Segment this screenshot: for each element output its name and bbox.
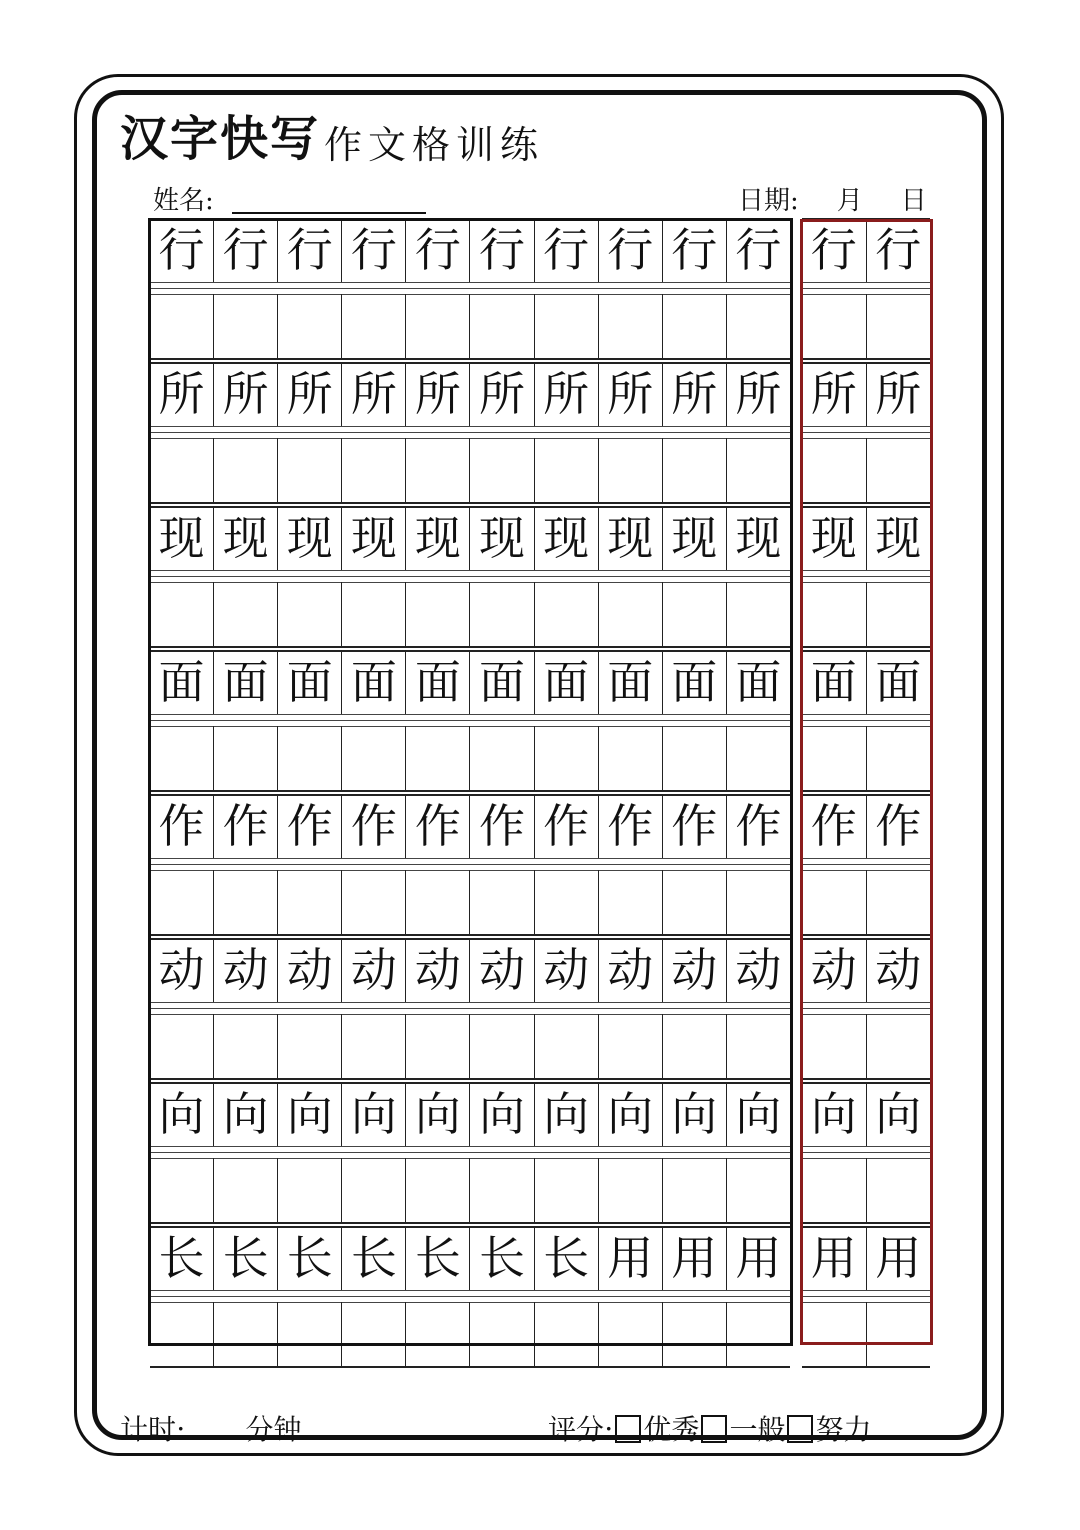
practice-row	[802, 794, 930, 938]
practice-cell[interactable]	[802, 1302, 866, 1366]
model-char-cell: 所	[726, 362, 790, 426]
practice-row	[802, 506, 930, 650]
model-char-cell: 现	[213, 506, 277, 570]
grid-rule	[150, 646, 790, 648]
title-main: 汉字快写	[120, 111, 321, 167]
model-char-cell: 行	[213, 218, 277, 282]
practice-cell[interactable]	[866, 1302, 931, 1366]
grid-rule	[802, 1008, 930, 1009]
practice-cell[interactable]	[405, 870, 469, 934]
model-char-cell: 作	[662, 794, 726, 858]
grid-rule	[802, 714, 930, 715]
option-excellent: 优秀	[643, 1413, 700, 1446]
model-char-cell: 向	[866, 1082, 931, 1146]
practice-cell[interactable]	[405, 294, 469, 358]
model-char-cell: 现	[662, 506, 726, 570]
grid-rule	[150, 1078, 790, 1080]
practice-cell[interactable]	[726, 438, 790, 502]
model-char-cell: 面	[726, 650, 790, 714]
grid-rule	[802, 1002, 930, 1003]
model-char-cell: 向	[469, 1082, 533, 1146]
model-char-cell: 作	[341, 794, 405, 858]
day-label: 日	[900, 186, 927, 216]
grid-rule	[802, 502, 930, 504]
model-char-cell: 用	[662, 1226, 726, 1290]
grid-rule	[150, 1290, 790, 1291]
practice-cell[interactable]	[598, 438, 662, 502]
practice-cell[interactable]	[150, 870, 213, 934]
practice-row	[150, 1226, 790, 1370]
model-char-cell: 行	[598, 218, 662, 282]
practice-cell[interactable]	[726, 1158, 790, 1222]
practice-cell[interactable]	[469, 582, 533, 646]
grid-rule	[150, 858, 790, 859]
practice-cell[interactable]	[726, 582, 790, 646]
practice-cell[interactable]	[534, 1014, 598, 1078]
checkbox-excellent[interactable]	[615, 1415, 641, 1443]
practice-cell[interactable]	[598, 582, 662, 646]
practice-cell[interactable]	[213, 1158, 277, 1222]
practice-cell[interactable]	[866, 726, 931, 790]
practice-cell[interactable]	[534, 870, 598, 934]
model-char-cell: 向	[598, 1082, 662, 1146]
grid-rule	[802, 576, 930, 577]
title-sub: 作文格训练	[324, 123, 545, 167]
practice-cell[interactable]	[341, 726, 405, 790]
model-char-cell: 长	[277, 1226, 341, 1290]
grid-rule	[802, 1290, 930, 1291]
practice-cell[interactable]	[866, 294, 931, 358]
grid-rule	[802, 1152, 930, 1153]
grid-rule	[802, 282, 930, 283]
practice-cell[interactable]	[341, 1158, 405, 1222]
model-char-cell: 面	[405, 650, 469, 714]
model-char-cell: 动	[213, 938, 277, 1002]
practice-cell[interactable]	[598, 1302, 662, 1366]
name-label: 姓名:	[153, 186, 214, 216]
model-char-cell: 动	[405, 938, 469, 1002]
model-char-cell: 所	[810, 367, 857, 421]
grid-rule	[150, 1146, 790, 1147]
practice-cell[interactable]	[662, 1014, 726, 1078]
grid-rule	[150, 720, 790, 721]
practice-cell[interactable]	[341, 582, 405, 646]
model-char-cell: 现	[866, 506, 931, 570]
model-char-cell: 作	[405, 794, 469, 858]
model-char-cell: 所	[534, 362, 598, 426]
model-char-cell: 长	[405, 1226, 469, 1290]
practice-cell[interactable]	[534, 1158, 598, 1222]
practice-cell[interactable]	[277, 1302, 341, 1366]
practice-cell[interactable]	[662, 1158, 726, 1222]
model-char-cell: 行	[662, 218, 726, 282]
grid-rule	[802, 858, 930, 859]
grid-rule	[802, 288, 930, 289]
model-char-cell: 动	[158, 943, 205, 997]
practice-cell[interactable]	[802, 582, 866, 646]
practice-row	[802, 362, 930, 506]
model-char-cell: 面	[598, 650, 662, 714]
name-field[interactable]	[232, 212, 426, 214]
practice-cell[interactable]	[150, 1302, 213, 1366]
date-field[interactable]	[738, 180, 927, 217]
grid-rule	[150, 1222, 790, 1224]
model-char-cell: 动	[598, 938, 662, 1002]
grid-rule	[802, 934, 930, 936]
grid-rule	[150, 576, 790, 577]
model-char-cell: 现	[534, 506, 598, 570]
grid-rule	[802, 1146, 930, 1147]
model-char-cell: 用	[810, 1231, 857, 1285]
model-char-cell: 动	[469, 938, 533, 1002]
practice-cell[interactable]	[213, 438, 277, 502]
practice-cell[interactable]	[866, 582, 931, 646]
model-char-cell: 所	[469, 362, 533, 426]
model-char-cell: 行	[405, 218, 469, 282]
model-char-cell: 作	[726, 794, 790, 858]
practice-cell[interactable]	[534, 582, 598, 646]
practice-cell[interactable]	[534, 294, 598, 358]
practice-cell[interactable]	[213, 294, 277, 358]
practice-cell[interactable]	[726, 294, 790, 358]
practice-row	[802, 218, 930, 362]
model-char-cell: 用	[726, 1226, 790, 1290]
model-char-cell: 动	[341, 938, 405, 1002]
model-char-cell: 现	[598, 506, 662, 570]
practice-row	[150, 1082, 790, 1226]
model-char-cell: 作	[469, 794, 533, 858]
practice-cell[interactable]	[598, 1158, 662, 1222]
model-char-cell: 长	[341, 1226, 405, 1290]
grid-rule	[150, 502, 790, 504]
grid-rule	[150, 1002, 790, 1003]
practice-cell[interactable]	[405, 1158, 469, 1222]
practice-cell[interactable]	[341, 870, 405, 934]
model-char-cell: 面	[213, 650, 277, 714]
model-char-cell: 动	[866, 938, 931, 1002]
practice-cell[interactable]	[662, 438, 726, 502]
practice-cell[interactable]	[405, 582, 469, 646]
practice-row	[802, 938, 930, 1082]
practice-cell[interactable]	[213, 582, 277, 646]
model-char-cell: 行	[469, 218, 533, 282]
grid-rule	[150, 790, 790, 792]
practice-cell[interactable]	[802, 1158, 866, 1222]
practice-cell[interactable]	[598, 870, 662, 934]
practice-cell[interactable]	[469, 726, 533, 790]
practice-cell[interactable]	[150, 726, 213, 790]
model-char-cell: 所	[866, 362, 931, 426]
model-char-cell: 向	[810, 1087, 857, 1141]
model-char-cell: 面	[341, 650, 405, 714]
practice-cell[interactable]	[598, 726, 662, 790]
practice-row	[802, 650, 930, 794]
score	[548, 1408, 871, 1448]
practice-cell[interactable]	[277, 294, 341, 358]
practice-cell[interactable]	[405, 1302, 469, 1366]
practice-row	[150, 506, 790, 650]
practice-cell[interactable]	[277, 870, 341, 934]
grid-rule	[150, 358, 790, 360]
practice-cell[interactable]	[341, 438, 405, 502]
model-char-cell: 用	[598, 1226, 662, 1290]
model-char-cell: 面	[810, 655, 857, 709]
model-char-cell: 向	[534, 1082, 598, 1146]
model-char-cell: 行	[726, 218, 790, 282]
model-char-cell: 所	[341, 362, 405, 426]
model-char-cell: 向	[405, 1082, 469, 1146]
timer	[120, 1408, 301, 1448]
practice-cell[interactable]	[662, 582, 726, 646]
practice-grid-review	[802, 218, 930, 1370]
practice-cell[interactable]	[150, 438, 213, 502]
practice-cell[interactable]	[726, 1014, 790, 1078]
practice-cell[interactable]	[469, 1302, 533, 1366]
model-char-cell: 所	[662, 362, 726, 426]
model-char-cell: 向	[662, 1082, 726, 1146]
model-char-cell: 行	[866, 218, 931, 282]
model-char-cell: 作	[277, 794, 341, 858]
model-char-cell: 行	[810, 223, 857, 277]
practice-cell[interactable]	[405, 1014, 469, 1078]
model-char-cell: 行	[341, 218, 405, 282]
timer-label: 计时:	[120, 1413, 186, 1446]
practice-cell[interactable]	[341, 294, 405, 358]
practice-row	[802, 1226, 930, 1370]
model-char-cell: 所	[277, 362, 341, 426]
practice-cell[interactable]	[802, 1014, 866, 1078]
grid-rule	[150, 426, 790, 427]
model-char-cell: 长	[213, 1226, 277, 1290]
model-char-cell: 面	[534, 650, 598, 714]
practice-cell[interactable]	[866, 1014, 931, 1078]
grid-rule	[150, 1008, 790, 1009]
practice-cell[interactable]	[150, 1014, 213, 1078]
practice-row	[150, 938, 790, 1082]
model-char-cell: 所	[213, 362, 277, 426]
practice-cell[interactable]	[150, 582, 213, 646]
grid-rule	[150, 432, 790, 433]
model-char-cell: 现	[405, 506, 469, 570]
practice-cell[interactable]	[469, 870, 533, 934]
model-char-cell: 所	[598, 362, 662, 426]
grid-rule	[150, 1152, 790, 1153]
practice-cell[interactable]	[213, 726, 277, 790]
practice-cell[interactable]	[213, 1302, 277, 1366]
model-char-cell: 面	[277, 650, 341, 714]
grid-rule	[802, 432, 930, 433]
grid-rule	[150, 570, 790, 571]
model-char-cell: 作	[866, 794, 931, 858]
model-char-cell: 现	[277, 506, 341, 570]
practice-cell[interactable]	[802, 870, 866, 934]
grid-rule	[150, 282, 790, 283]
practice-cell[interactable]	[405, 726, 469, 790]
practice-row	[802, 1082, 930, 1226]
practice-cell[interactable]	[662, 294, 726, 358]
grid-rule	[150, 288, 790, 289]
model-char-cell: 现	[158, 511, 205, 565]
grid-rule	[802, 1078, 930, 1080]
practice-cell[interactable]	[726, 1302, 790, 1366]
practice-cell[interactable]	[213, 1014, 277, 1078]
grid-rule	[802, 1296, 930, 1297]
model-char-cell: 作	[213, 794, 277, 858]
practice-cell[interactable]	[726, 870, 790, 934]
model-char-cell: 行	[158, 223, 205, 277]
practice-cell[interactable]	[802, 726, 866, 790]
checkbox-effort[interactable]	[787, 1415, 813, 1443]
practice-cell[interactable]	[277, 726, 341, 790]
grid-rule	[150, 714, 790, 715]
practice-cell[interactable]	[726, 726, 790, 790]
practice-cell[interactable]	[341, 1014, 405, 1078]
model-char-cell: 向	[158, 1087, 205, 1141]
timer-unit: 分钟	[245, 1413, 302, 1446]
practice-cell[interactable]	[662, 1302, 726, 1366]
practice-cell[interactable]	[534, 438, 598, 502]
option-effort: 努力	[815, 1413, 872, 1446]
model-char-cell: 作	[534, 794, 598, 858]
practice-cell[interactable]	[866, 438, 931, 502]
model-char-cell: 面	[866, 650, 931, 714]
practice-cell[interactable]	[469, 1158, 533, 1222]
page-title	[120, 100, 545, 167]
grid-rule	[802, 864, 930, 865]
practice-cell[interactable]	[598, 1014, 662, 1078]
model-char-cell: 现	[341, 506, 405, 570]
model-char-cell: 现	[726, 506, 790, 570]
model-char-cell: 长	[158, 1231, 205, 1285]
model-char-cell: 动	[534, 938, 598, 1002]
model-char-cell: 动	[810, 943, 857, 997]
practice-cell[interactable]	[469, 1014, 533, 1078]
model-char-cell: 面	[469, 650, 533, 714]
practice-cell[interactable]	[534, 1302, 598, 1366]
practice-cell[interactable]	[598, 294, 662, 358]
practice-cell[interactable]	[469, 438, 533, 502]
grid-rule	[802, 1366, 930, 1368]
score-label: 评分:	[548, 1413, 614, 1446]
model-char-cell: 动	[277, 938, 341, 1002]
practice-cell[interactable]	[277, 582, 341, 646]
grid-rule	[150, 864, 790, 865]
practice-cell[interactable]	[866, 870, 931, 934]
grid-rule	[150, 1296, 790, 1297]
practice-cell[interactable]	[662, 870, 726, 934]
model-char-cell: 所	[158, 367, 205, 421]
model-char-cell: 动	[726, 938, 790, 1002]
grid-rule	[802, 790, 930, 792]
practice-cell[interactable]	[150, 1158, 213, 1222]
practice-cell[interactable]	[802, 294, 866, 358]
grid-rule	[802, 358, 930, 360]
model-char-cell: 向	[341, 1082, 405, 1146]
date-label: 日期:	[738, 186, 799, 216]
model-char-cell: 长	[469, 1226, 533, 1290]
model-char-cell: 所	[405, 362, 469, 426]
option-average: 一般	[729, 1413, 786, 1446]
model-char-cell: 作	[598, 794, 662, 858]
practice-cell[interactable]	[802, 438, 866, 502]
model-char-cell: 长	[534, 1226, 598, 1290]
practice-row	[150, 362, 790, 506]
practice-cell[interactable]	[277, 1014, 341, 1078]
practice-row	[150, 218, 790, 362]
model-char-cell: 行	[534, 218, 598, 282]
grid-rule	[150, 934, 790, 936]
practice-cell[interactable]	[150, 294, 213, 358]
grid-rule	[802, 646, 930, 648]
model-char-cell: 向	[277, 1082, 341, 1146]
grid-rule	[802, 570, 930, 571]
practice-cell[interactable]	[866, 1158, 931, 1222]
practice-grid-main	[150, 218, 790, 1370]
grid-rule	[150, 1366, 790, 1368]
model-char-cell: 动	[662, 938, 726, 1002]
practice-cell[interactable]	[213, 870, 277, 934]
grid-rule	[802, 1222, 930, 1224]
model-char-cell: 现	[810, 511, 857, 565]
model-char-cell: 作	[810, 799, 857, 853]
model-char-cell: 面	[662, 650, 726, 714]
model-char-cell: 面	[158, 655, 205, 709]
practice-cell[interactable]	[277, 1158, 341, 1222]
model-char-cell: 用	[866, 1226, 931, 1290]
practice-cell[interactable]	[469, 294, 533, 358]
practice-cell[interactable]	[341, 1302, 405, 1366]
practice-cell[interactable]	[534, 726, 598, 790]
practice-cell[interactable]	[662, 726, 726, 790]
model-char-cell: 行	[277, 218, 341, 282]
grid-rule	[802, 720, 930, 721]
model-char-cell: 向	[213, 1082, 277, 1146]
model-char-cell: 向	[726, 1082, 790, 1146]
practice-row	[150, 650, 790, 794]
model-char-cell: 现	[469, 506, 533, 570]
month-label: 月	[836, 186, 863, 216]
grid-rule	[802, 426, 930, 427]
practice-cell[interactable]	[277, 438, 341, 502]
practice-row	[150, 794, 790, 938]
checkbox-average[interactable]	[701, 1415, 727, 1443]
model-char-cell: 作	[158, 799, 205, 853]
practice-cell[interactable]	[405, 438, 469, 502]
